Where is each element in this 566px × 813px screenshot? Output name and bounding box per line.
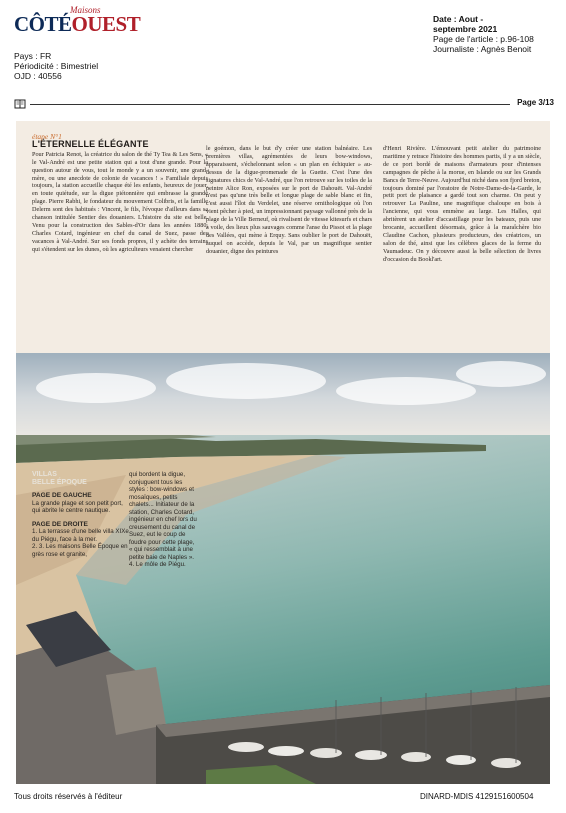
publication-meta xyxy=(14,51,98,81)
article-column-3 xyxy=(383,145,541,264)
logo-tagline: Maisons xyxy=(70,5,101,15)
caption-col2-text: qui bordent la digue, conjuguent tous les styles : bow-windows et mosaïques, petits chalets... Initiateur de la station, Charles Cotard, ingénieur en chef lors du creusement du canal de Suez, eut le coup de foudre pour cette plage, « qui ressemblait à une petite baie de Naples ». 4. Le môle de Piégu. xyxy=(129,471,197,568)
caption-right-1: 1. La terrasse d'une belle villa XIXe du Piégu, face à la mer. xyxy=(32,528,129,543)
column-2-text: le goémon, dans le but d'y créer une station balnéaire. Les premières villas, agrémentées de leurs bow-windows, apparaissent, s'échelonnant selon « un plan en échiquier » au-dessus de la digue-promenade de la Guette. C'est l'une des signatures chics de Val-André, que l'on retrouve sur les toiles de la peintre Alice Ron, exposées sur le port de Dahouët. Val-André n'est pas qu'une très belle et longue plage de sable blanc et fin, c'est aussi l'îlot du Verdelet, une réserve ornithologique où l'on vient pêcher à pied, un impressionnant paysage vallonné près de la plage de la Ville Berneuf, où rivalisent de vitesse kitesurfs et chars à voile, des lieux plus sauvages comme l'anse du Pissot et la plage des Vallées, qui mène à Erquy. Sans oublier le port de Dahouët, auquel on accède, depuis le Val, par un magnifique sentier douanier, digne des peintures xyxy=(206,145,372,255)
footer-rights: Tous droits réservés à l'éditeur xyxy=(14,792,123,801)
meta-periodicity: Périodicité : Bimestriel xyxy=(14,61,99,71)
meta-journalist: Journaliste : Agnès Benoit xyxy=(433,44,532,54)
logo-part-1: CÔTÉ xyxy=(14,12,72,36)
caption-right-2: 2. 3. Les maisons Belle Époque en grès rose et granite, xyxy=(32,543,128,558)
book-icon xyxy=(14,98,26,110)
article-column-1 xyxy=(32,133,208,254)
column-1-text: Pour Patricia Renot, la créatrice du salon de thé Ty Tea & Les Sens, « le Val-André est une petite station qui a tout d'une grande. Pour la question autour de vous, tout le monde y a un souvenir, une grand-mère, ou une anecdote de colonie de vacances ! » Familiale depuis toujours, la station accueille chaque été les enfants, heureux de jouer, en toute quiétude, sur la digue piétonnière qui embrasse la grande plage. Pierre Rabhi, le fondateur du mouvement Colibris, et la famille Delerm sont des habitués : Vincent, le fils, l'évoque d'ailleurs dans sa chanson intitulée Sentier des douaniers. L'histoire du site est belle. Venu pour la construction des Sables-d'Or dans les années 1880, Charles Cotard, ingénieur en chef du canal de Suez, passe des vacances à Val-André. Sur ses fonds propres, il y achète des terrains qui s'étendent sur les dunes, où les agriculteurs venaient chercher xyxy=(32,150,208,253)
caption-left-text: La grande plage et son petit port, qui abrite le centre nautique. xyxy=(32,499,123,514)
caption-left-heading: PAGE DE GAUCHE xyxy=(32,492,92,499)
page-number: Page 3/13 xyxy=(517,98,554,107)
meta-date-1: Date : Aout - xyxy=(433,14,484,24)
caption-title-2: BELLE ÉPOQUE xyxy=(32,478,87,486)
caption-title-1: VILLAS xyxy=(32,471,57,478)
meta-country: Pays : FR xyxy=(14,51,52,61)
footer-reference: DINARD-MDIS 4129151600504 xyxy=(420,792,534,801)
meta-date-2: septembre 2021 xyxy=(433,24,498,34)
article-headline: L'ÉTERNELLE ÉLÉGANTE xyxy=(32,138,149,149)
article-kicker: étape N°1 xyxy=(32,132,62,141)
photo-captions-col2 xyxy=(129,471,199,569)
column-3-text: d'Henri Rivière. L'émouvant petit atelier du patrimoine maritime y retrace l'histoire des hommes partis, il y a un siècle, de ce port bordé de maisons d'armateurs pour d'intenses campagnes de pêche à la morue, en Islande ou sur les Grands Bancs de Terre-Neuve. Aujourd'hui niché dans son fjord breton, toujours dominé par l'oratoire de Notre-Dame-de-la-Garde, le petit port de plaisance a gardé tout son charme. On peut y retrouver La Pauline, une magnifique chaloupe en bois à l'ancienne, qui vous emmène au large. Les Halles, qui abritèrent un atelier d'accastillage pour les bateaux, puis une brocante, accueillent désormais, grâce à la maraîchère bio Claudine Cachon, plusieurs producteurs, des créatrices, un salon de thé, ainsi que les célèbres glaces de la ferme du Vaumadeuc. On y découvre aussi la belle sélection de livres d'occasion du Bookl'art. xyxy=(383,145,541,263)
article-meta xyxy=(433,14,534,54)
divider-line xyxy=(30,104,510,105)
meta-ojd: OJD : 40556 xyxy=(14,71,62,81)
meta-page-article: Page de l'article : p.96-108 xyxy=(433,34,534,44)
article-page xyxy=(16,121,550,784)
article-column-2 xyxy=(206,145,372,256)
beach-photo xyxy=(16,353,550,784)
page-bar xyxy=(14,98,554,112)
caption-right-heading: PAGE DE DROITE xyxy=(32,520,88,528)
logo-part-2: OUEST xyxy=(71,12,141,36)
magazine-logo xyxy=(14,12,140,37)
photo-captions xyxy=(32,471,132,558)
photo-sky xyxy=(16,353,550,435)
